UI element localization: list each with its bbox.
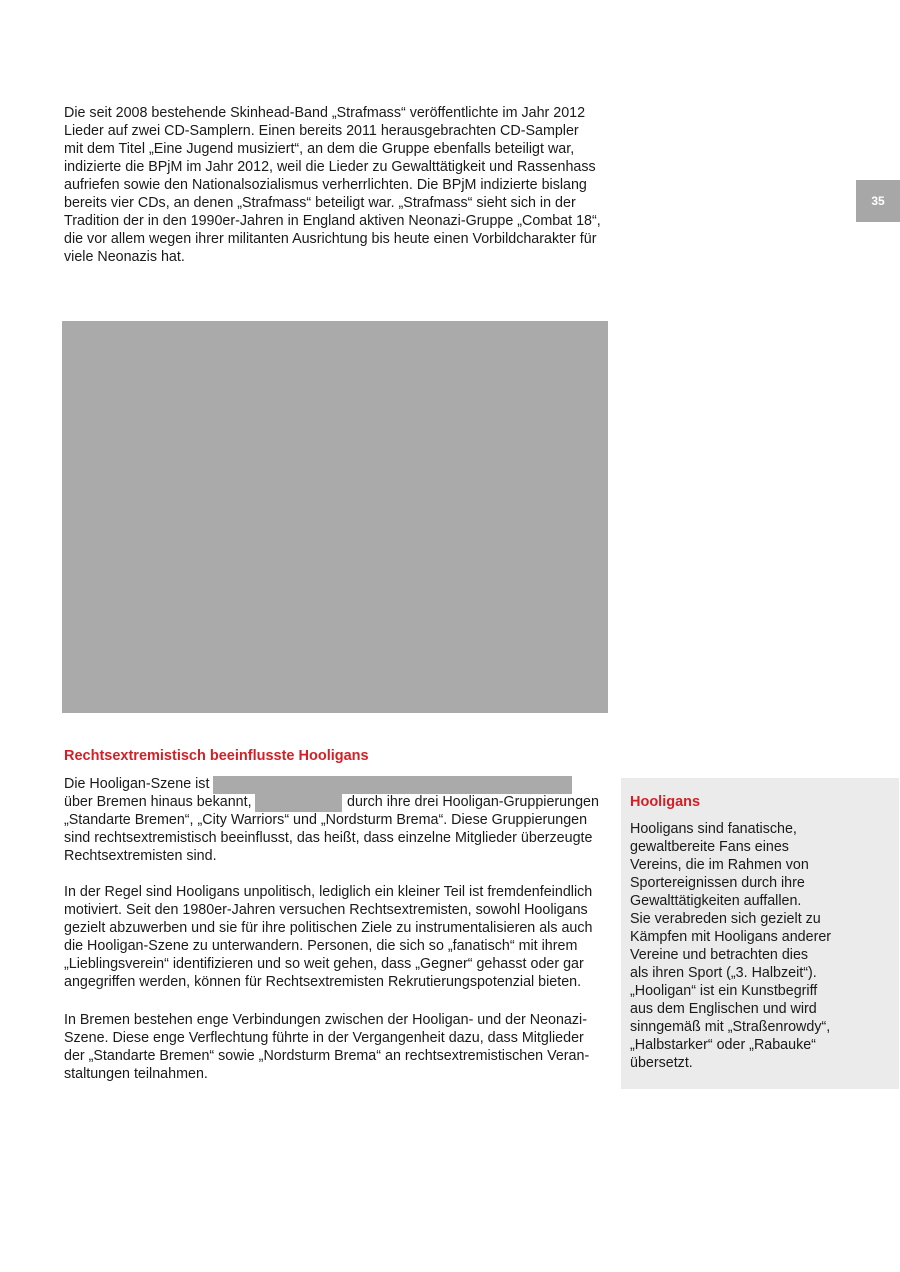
intro-paragraph: Die seit 2008 bestehende Skinhead-Band „Strafmass“ veröffentlichte im Jahr 2012 Lieder auf zwei CD-Samplern. Einen bereits 2011 herausgebrachten CD-Sampler mit dem Titel „Eine Jugend musiziert“, an dem die Gruppe ebenfalls beteiligt war, indizierte die BPjM im Jahr 2012, weil die Lieder zu Gewalttätigkeit und Rassenhass aufriefen sowie den Nationalsozialismus verherrlichten. Die BPjM indizierte bislang bereits vier CDs, an denen „Strafmass“ beteiligt war. „Strafmass“ sieht sich in der Tradition der in den 1990er-Jahren in England aktiven Neonazi-Gruppe „Combat 18“, die vor allem wegen ihrer militanten Ausrichtung bis heute einen Vorbildcharakter für viele Neonazis hat. [64, 105, 601, 265]
hooligan-paragraph-3: In Bremen bestehen enge Verbindungen zwischen der Hooligan- und der Neonazi- Szene. Diese enge Verflechtung führte in der Vergangenheit dazu, dass Mitglieder der „Standarte Bremen“ sowie „Nordsturm Brema“ an rechtsextremistischen Veran- staltungen teilnahmen. [64, 1012, 590, 1082]
info-box-hooligans [621, 778, 899, 1089]
hooligan-paragraph-line-2a: über Bremen hinaus bekannt, [64, 794, 252, 810]
redacted-image [62, 321, 608, 713]
redaction-box [213, 776, 572, 794]
hooligan-paragraph-rest: „Standarte Bremen“, „City Warriors“ und „Nordsturm Brema“. Diese Gruppierungen sind rechtsextremistisch beeinflusst, das heißt, dass einzelne Mitglieder überzeugte Rechtsextremisten sind. [64, 812, 593, 864]
page-number-badge: 35 [856, 180, 900, 222]
section-heading: Rechtsextremistisch beeinflusste Hooligans [64, 748, 369, 764]
redaction-box [255, 794, 342, 812]
info-box-text: Hooligans sind fanatische, gewaltbereite Fans eines Vereins, die im Rahmen von Sportereignissen durch ihre Gewalttätigkeiten auffallen. Sie verabreden sich gezielt zu Kämpfen mit Hooligans anderer Vereine und betrachten dies als ihren Sport („3. Halbzeit“). „Hooligan“ ist ein Kunstbegriff aus dem Englischen und wird sinngemäß mit „Straßenrowdy“, „Halbstarker“ oder „Rabauke“ übersetzt. [630, 821, 832, 1071]
hooligan-paragraph-2: In der Regel sind Hooligans unpolitisch, lediglich ein kleiner Teil ist fremdenfeindlich motiviert. Seit den 1980er-Jahren versuchen Rechtsextremisten, sowohl Hooligans gezielt abzuwerben und sie für ihre politischen Ziele zu instrumentalisieren als auch die Hooligan-Szene zu unterwandern. Personen, die sich so „fanatisch“ mit ihrem „Lieblingsverein“ identifizieren und so weit gehen, dass „Gegner“ gehasst oder gar angegriffen werden, können für Rechtsextremisten Rekrutierungspotenzial bieten. [64, 884, 593, 990]
info-box-title: Hooligans [630, 794, 701, 810]
hooligan-paragraph-line-1: Die Hooligan-Szene ist [64, 776, 210, 792]
hooligan-paragraph-line-2b: durch ihre drei Hooligan-Gruppierungen [347, 794, 599, 810]
